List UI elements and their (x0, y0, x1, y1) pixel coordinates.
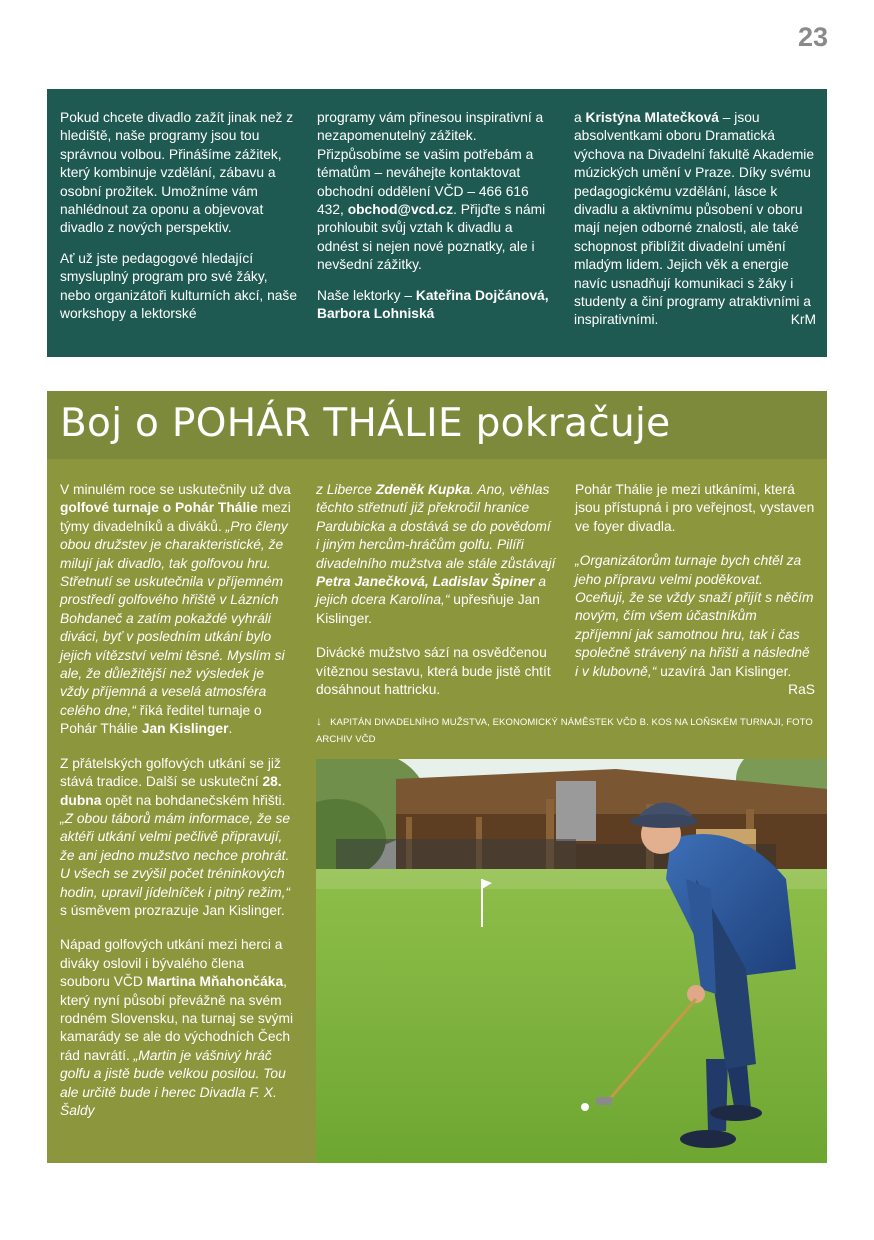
article-text: V minulém roce se uskutečnily už dva (60, 482, 291, 497)
intro-col3-paragraph (574, 109, 816, 330)
intro-col2-paragraph-2 (317, 287, 549, 324)
article-text: Z přátelských golfových utkání se již stává tradice. Další se uskuteční (60, 755, 281, 790)
article-paragraph (316, 481, 556, 628)
article-column-1 (60, 481, 296, 1136)
article-text: s úsměvem prozrazuje Jan Kislinger. (60, 902, 285, 918)
email-link[interactable]: obchod@vcd.cz (347, 202, 454, 218)
photo-caption (316, 713, 816, 748)
caption-text: KAPITÁN DIVADELNÍHO MUŽSTVA, EKONOMICKÝ NÁMĚSTEK VČD B. KOS NA LOŇSKÉM TURNAJI, FOTO ARCHIV VČD (316, 717, 813, 745)
article-column-3 (575, 481, 815, 699)
intro-text: Naše lektorky – (317, 287, 416, 303)
article-quote: „Pro členy obou družstev je charakteristické, že milují jak divadlo, tak golfovou hru. Střetnutí se uskutečnila v příjemném prostředí golfového hřiště v Lázních Bohdaneč a zatím pokaždé vyhráli diváci, byť v posledním utkání bylo jejich vítězství velmi těsné. Myslím si ale, že důležitější než výsledek je vždy příjemná a veselá atmosféra celého dne,“ (60, 518, 288, 718)
intro-text: programy vám přinesou inspirativní a nezapomenutelný zážitek. Přizpůsobíme se vašim potřebám a tématům – neváhejte kontaktovat obchodní oddělení VČD – 466 616 432, (317, 110, 544, 218)
article-text: , který nyní působí převážně na svém rodném Slovensku, na turnaj se svými kamarády se ale do východních Čech rád navrátí. (60, 974, 294, 1063)
arrow-down-icon: ↓ (316, 714, 323, 728)
person-name: Zdeněk Kupka (375, 482, 471, 497)
author-signature: KrM (790, 312, 816, 328)
article-text: Nápad golfových utkání mezi herci a diváky oslovil i bývalého člena souboru VČD (60, 937, 283, 990)
article-text: říká ředitel turnaje o Pohár Thálie (60, 702, 262, 737)
article-paragraph (575, 552, 815, 698)
article-text: mezi týmy divadelníků a diváků. (60, 500, 291, 534)
article-paragraph (60, 936, 296, 1120)
article-paragraph: Divácké mužstvo sází na osvědčenou vítěznou sestavu, která bude jistě chtít dosáhnout hattricku. (316, 645, 551, 698)
article-quote: a jejich dcera Karolína,“ (316, 574, 547, 608)
person-name: Jan Kislinger (141, 721, 229, 737)
article-quote: „Z obou táborů mám informace, že se aktéři utkání velmi pečlivě připravují, že ani jedno mužstvo nechce prohrát. U všech se zvýšil počet tréninkových hodin, upravil jídelníček i pitný režim,“ (60, 810, 291, 900)
person-names: Petra Janečková, Ladislav Špiner (316, 574, 535, 590)
article-title: Boj o POHÁR THÁLIE pokračuje (60, 401, 671, 446)
event-date: 28. dubna (60, 774, 282, 808)
intro-box (47, 89, 827, 357)
article-text: . (228, 721, 233, 737)
author-signature: RaS (788, 682, 815, 698)
intro-text: – jsou absolventkami oboru Dramatická výchova na Divadelní fakultě Akademie múzických umění v Praze. Díky svému pedagogickému vzdělání, lásce k divadlu a aktivnímu působení v oboru mají nejen odborné znalosti, ale také schopnost přiblížit divadelní umění mladým lidem. Jejich věk a energie navíc usnadňují komunikaci s žáky i studenty a činí programy atraktivními a inspirativními. (574, 110, 815, 328)
article-quote: „Martin je vášnivý hráč golfu a jistě bude velkou posilou. Tou ale určitě bude i herec Divadla F. X. Šaldy (60, 1047, 286, 1118)
intro-text: . Přijďte s námi prohloubit svůj vztah k divadlu a odnést si nejen nové poznatky, ale i nevšední zážitky. (317, 202, 546, 273)
page-number: 23 (797, 22, 828, 52)
intro-text: a (574, 110, 586, 125)
person-name: Martina Mňahončáka (146, 974, 284, 990)
intro-col2-paragraph-1 (317, 109, 549, 275)
golf-photo (316, 759, 827, 1163)
article-paragraph: Pohár Thálie je mezi utkáními, která jsou přístupná i pro veřejnost, vystaven ve foyer divadla. (575, 482, 815, 534)
article-quote: z Liberce (316, 482, 376, 497)
article-header (47, 391, 827, 459)
article-quote: „Organizátorům turnaje bych chtěl za jeho přípravu velmi poděkovat. Oceňuji, že se vždy snaží přijít s něčím novým, čím všem účastníkům zpříjemní jak samotnou hru, tak i čas společně strávený na hřišti a následně i v klubovně,“ (575, 553, 814, 679)
intro-column-3 (574, 109, 816, 342)
article-text: opět na bohdanečském hřišti. (101, 792, 286, 808)
article-paragraph (60, 481, 296, 739)
intro-column-1 (60, 109, 300, 335)
intro-col1-paragraph-2: Ať už jste pedagogové hledající smysluplný program pro své žáky, nebo organizátoři kulturních akcí, naše workshopy a lektorské (60, 250, 297, 322)
lecturer-name: Kristýna Mlatečková (585, 110, 719, 125)
article-column-2 (316, 481, 556, 715)
lecturer-names: Kateřina Dojčánová, Barbora Lohniská (317, 287, 549, 322)
intro-column-2 (317, 109, 549, 335)
article-text: upřesňuje Jan Kislinger. (316, 592, 540, 626)
article-bold: golfové turnaje o Pohár Thálie (60, 500, 258, 516)
article-quote: . Ano, věhlas těchto střetnutí již překročil hranice Pardubicka a dostává se do povědomí i jiným hercům-hráčům golfu. Pilíři divadelního mužstva ale stále zůstávají (316, 482, 556, 571)
article-text: uzavírá Jan Kislinger. (656, 663, 792, 679)
article-paragraph (60, 755, 296, 921)
intro-col1-paragraph-1: Pokud chcete divadlo zažít jinak než z hlediště, naše programy jsou tou správnou volbou. Přinášíme zážitek, který kombinuje vzdělání, zábavu a osobní prožitek. Umožníme vám nahlédnout za oponu a objevovat divadlo z nových perspektiv. (60, 110, 294, 236)
